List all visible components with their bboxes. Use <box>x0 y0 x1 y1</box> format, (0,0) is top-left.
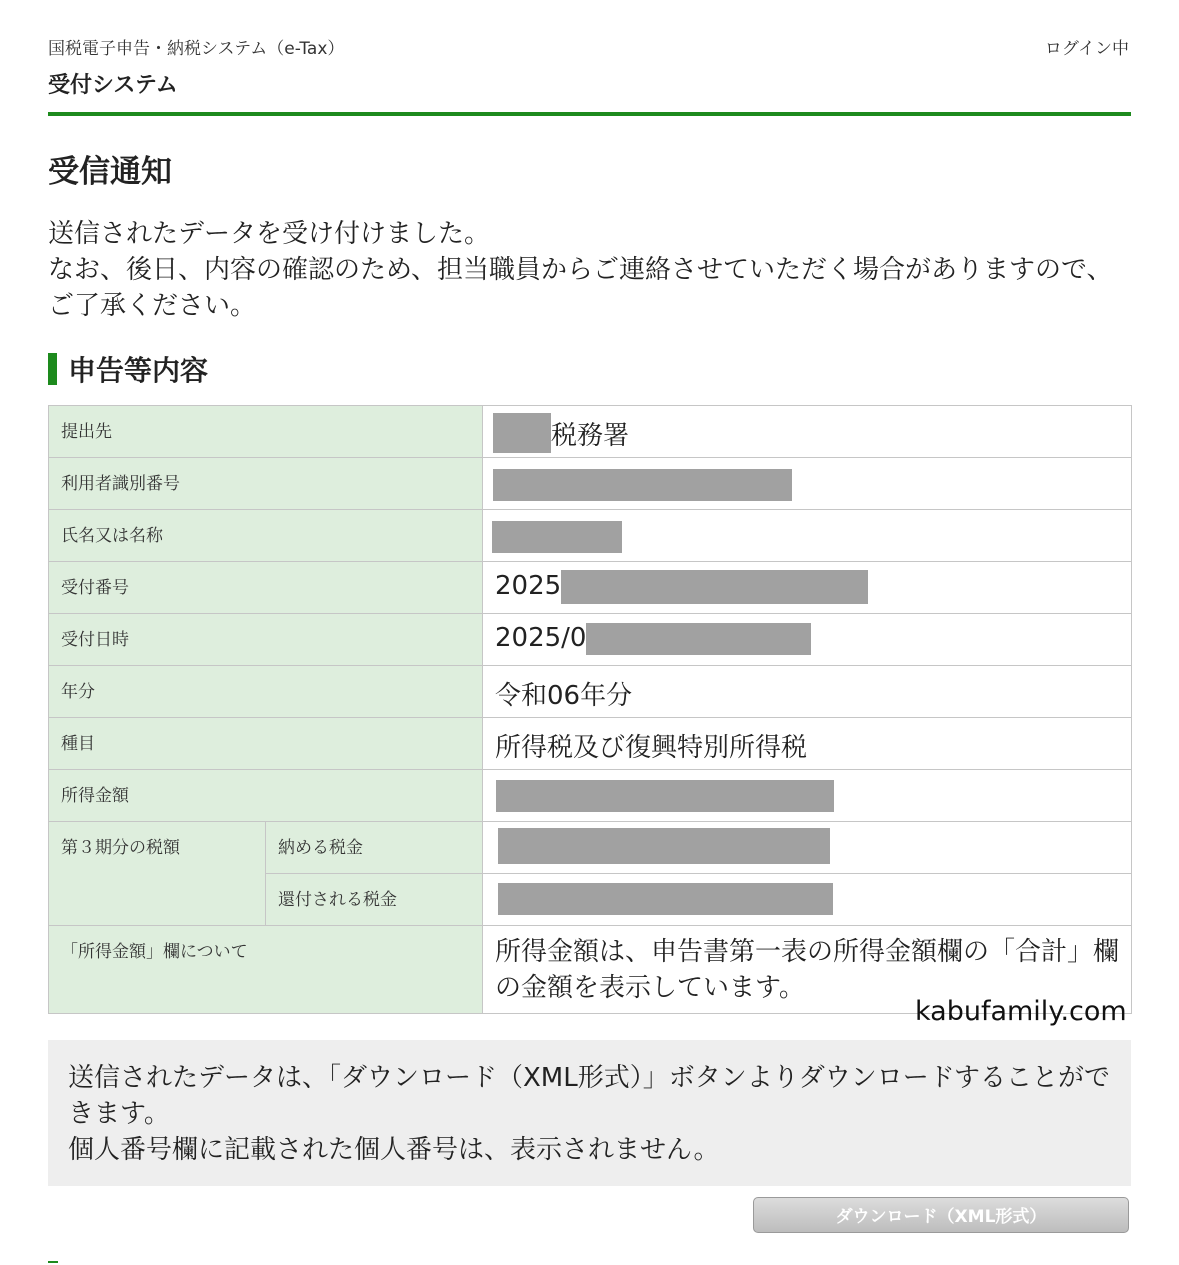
name-label: 氏名又は名称 <box>49 510 483 562</box>
table-row <box>49 770 1132 822</box>
income-label: 所得金額 <box>49 770 483 822</box>
office-label: 提出先 <box>49 406 483 458</box>
receipt-number-value <box>483 562 1132 614</box>
tax-label: 第３期分の税額 <box>49 822 266 926</box>
table-row <box>49 458 1132 510</box>
receipt-datetime-label: 受付日時 <box>49 614 483 666</box>
category-label: 種目 <box>49 718 483 770</box>
table-row <box>49 822 1132 874</box>
message-line-1: 送信されたデータを受け付けました。 <box>48 219 491 249</box>
system-name: 国税電子申告・納税システム（e-Tax） <box>48 39 345 59</box>
income-value <box>483 770 1132 822</box>
login-status: ログイン中 <box>1044 39 1129 59</box>
redacted-block <box>496 780 834 812</box>
office-suffix: 税務署 <box>551 421 630 451</box>
section-header <box>48 352 208 386</box>
redacted-block <box>498 828 830 864</box>
receipt-datetime-prefix: 2025/0 <box>495 623 587 653</box>
footer-mark <box>48 1261 58 1263</box>
redacted-block <box>493 413 551 453</box>
receipt-message <box>48 216 1138 324</box>
table-row <box>49 666 1132 718</box>
user-id-value <box>483 458 1132 510</box>
tax-refund-label: 還付される税金 <box>266 874 483 926</box>
notice-line-2: 個人番号欄に記載された個人番号は、表示されません。 <box>68 1135 720 1165</box>
section-title: 申告等内容 <box>68 354 209 387</box>
table-row <box>49 614 1132 666</box>
download-notice <box>48 1040 1131 1186</box>
year-label: 年分 <box>49 666 483 718</box>
redacted-block <box>561 570 868 604</box>
name-value <box>483 510 1132 562</box>
category-value: 所得税及び復興特別所得税 <box>483 718 1132 770</box>
tax-refund-value <box>483 874 1132 926</box>
section-accent-bar <box>48 353 57 385</box>
user-id-label: 利用者識別番号 <box>49 458 483 510</box>
receipt-datetime-value <box>483 614 1132 666</box>
redacted-block <box>493 469 792 501</box>
filing-details-table <box>48 405 1132 1014</box>
receipt-number-label: 受付番号 <box>49 562 483 614</box>
office-value <box>483 406 1132 458</box>
redacted-block <box>498 883 833 915</box>
income-note-label: 「所得金額」欄について <box>49 926 483 1014</box>
message-line-2: なお、後日、内容の確認のため、担当職員からご連絡させていただく場合がありますので、ご了承ください。 <box>48 255 1113 321</box>
watermark: kabufamily.com <box>915 996 1127 1027</box>
notice-line-1: 送信されたデータは、「ダウンロード（XML形式）」ボタンよりダウンロードすることができます。 <box>68 1063 1110 1129</box>
tax-payable-value <box>483 822 1132 874</box>
redacted-block <box>492 521 622 553</box>
receipt-number-prefix: 2025 <box>495 571 562 601</box>
redacted-block <box>586 623 811 655</box>
table-row <box>49 718 1132 770</box>
header-divider <box>48 112 1131 116</box>
download-xml-button[interactable]: ダウンロード（XML形式） <box>753 1197 1129 1233</box>
table-row <box>49 562 1132 614</box>
page-title: 受信通知 <box>48 154 172 190</box>
subsystem-title: 受付システム <box>48 73 178 98</box>
table-row <box>49 406 1132 458</box>
income-note-value: 所得金額は、申告書第一表の所得金額欄の「合計」欄の金額を表示しています。 <box>483 926 1132 1014</box>
tax-payable-label: 納める税金 <box>266 822 483 874</box>
table-row <box>49 510 1132 562</box>
year-value: 令和06年分 <box>483 666 1132 718</box>
